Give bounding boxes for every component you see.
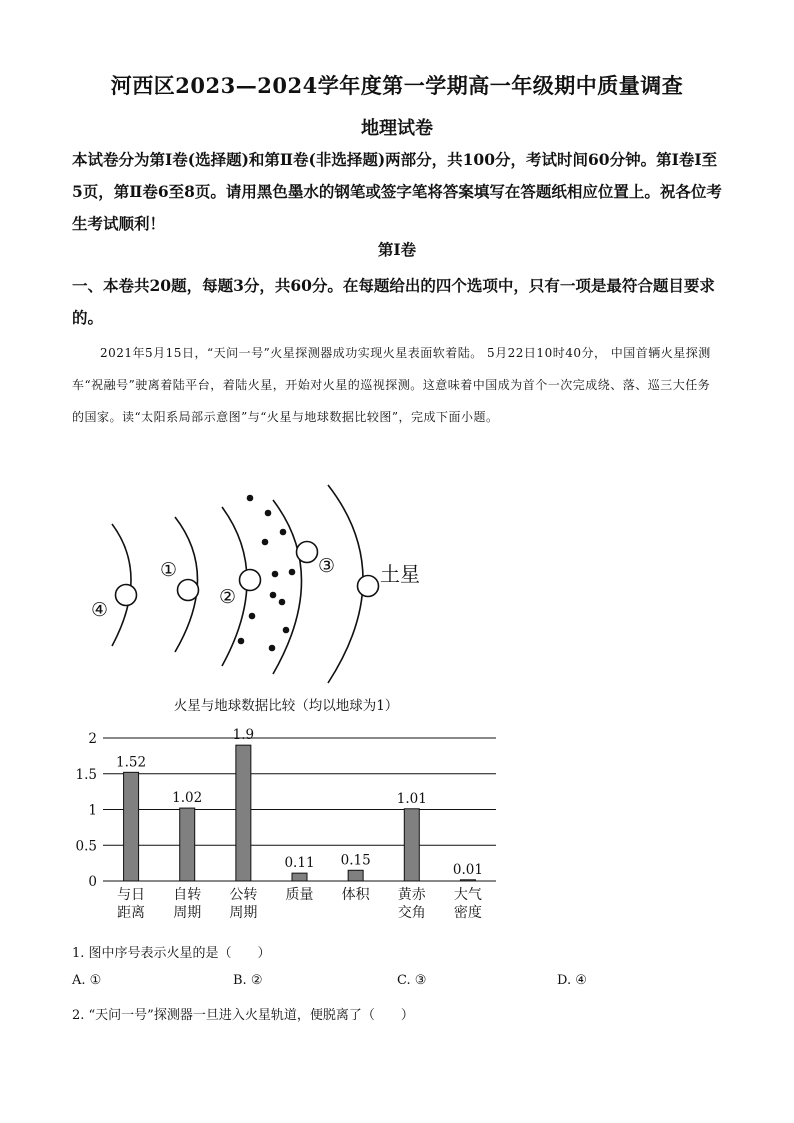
asteroid-dot bbox=[262, 539, 269, 546]
bar bbox=[404, 809, 419, 881]
bar bbox=[124, 772, 139, 881]
chart-title: 火星与地球数据比较（均以地球为1） bbox=[173, 698, 399, 714]
x-category-label: 与日 bbox=[117, 887, 146, 903]
planet-circle-4 bbox=[116, 585, 137, 606]
bar-value-label: 0.11 bbox=[284, 855, 315, 872]
label-two: ② bbox=[219, 586, 237, 608]
reading-passage: 2021年5月15日，“天问一号”火星探测器成功实现火星表面软着陆。 5月22日10时40分， 中国首辆火星探测车“祝融号”驶离着陆平台，着陆火星，开始对火星的巡视探测。这意味着中国成为首个一次完成绕、落、巡三大任务的国家。读“太阳系局部示意图”与“火星与地球数据比较图”，完成下面小题。 bbox=[72, 346, 711, 424]
x-category-label: 周期 bbox=[173, 905, 202, 921]
bar-value-label: 0.01 bbox=[452, 861, 483, 878]
solar-system-diagram bbox=[0, 480, 794, 690]
x-category-label: 周期 bbox=[229, 905, 258, 921]
bar bbox=[348, 870, 363, 881]
asteroid-dot bbox=[289, 569, 296, 576]
planet-circle-3 bbox=[297, 542, 318, 563]
planet-circle-2 bbox=[240, 570, 261, 591]
asteroid-dot bbox=[238, 638, 245, 645]
bar bbox=[236, 745, 251, 881]
asteroid-dot bbox=[249, 613, 256, 620]
label-one: ① bbox=[160, 559, 178, 581]
question-2-stem: 2. “天问一号”探测器一旦进入火星轨道，便脱离了（ ） bbox=[72, 1008, 414, 1023]
mars-earth-bar-chart bbox=[0, 690, 794, 930]
y-tick-label: 1.5 bbox=[75, 766, 97, 783]
planet-circle-1 bbox=[178, 580, 199, 601]
x-category-label: 公转 bbox=[229, 887, 258, 903]
x-category-label: 自转 bbox=[173, 887, 202, 903]
bar bbox=[180, 808, 195, 881]
paper-title: 河西区2023—2024学年度第一学期高一年级期中质量调查 bbox=[110, 73, 684, 98]
asteroid-dot bbox=[247, 495, 254, 502]
question-1-option-d: D. ④ bbox=[557, 973, 587, 988]
asteroid-dot bbox=[279, 599, 286, 606]
x-category-label: 大气 bbox=[453, 887, 482, 903]
asteroid-dot bbox=[272, 571, 279, 578]
label-four: ④ bbox=[91, 599, 109, 621]
bar-value-label: 0.15 bbox=[340, 852, 371, 869]
bar-value-label: 1.02 bbox=[172, 790, 203, 807]
question-1-stem: 1. 图中序号表示火星的是（ ） bbox=[72, 946, 271, 961]
asteroid-dot bbox=[280, 529, 287, 536]
x-category-label: 体积 bbox=[341, 887, 370, 903]
x-category-label: 密度 bbox=[453, 905, 482, 921]
y-tick-label: 2 bbox=[88, 731, 97, 747]
bar-value-label: 1.01 bbox=[396, 790, 427, 807]
orbit-arc-4 bbox=[273, 500, 302, 674]
saturn-circle bbox=[358, 576, 379, 597]
exam-instructions: 本试卷分为第Ⅰ卷(选择题)和第Ⅱ卷(非选择题)两部分，共100分，考试时间60分钟。第Ⅰ卷Ⅰ至5页，第Ⅱ卷6至8页。请用黑色墨水的钢笔或签字笔将答案填写在答题纸相应位置上。祝各位考生考试顺利！ bbox=[72, 150, 722, 233]
asteroid-dot bbox=[283, 627, 290, 634]
bar-value-label: 1.52 bbox=[116, 754, 147, 771]
bar-value-label: 1.9 bbox=[232, 727, 255, 744]
label-three: ③ bbox=[318, 555, 336, 577]
part-one-instruction: 一、本卷共20题，每题3分，共60分。在每题给出的四个选项中，只有一项是最符合题目要求的。 bbox=[72, 276, 715, 327]
y-tick-label: 0.5 bbox=[75, 838, 97, 855]
x-category-label: 距离 bbox=[117, 905, 146, 921]
asteroid-dot bbox=[270, 592, 277, 599]
question-1-option-a: A. ① bbox=[72, 973, 102, 988]
x-category-label: 交角 bbox=[397, 905, 426, 921]
y-tick-label: 0 bbox=[88, 874, 97, 890]
section-title: 第Ⅰ卷 bbox=[377, 240, 417, 259]
bar bbox=[460, 880, 475, 881]
asteroid-dot bbox=[269, 645, 276, 652]
y-tick-label: 1 bbox=[88, 802, 97, 819]
x-category-label: 质量 bbox=[285, 887, 314, 903]
bar bbox=[292, 873, 307, 881]
label-saturn: 土星 bbox=[380, 562, 420, 586]
paper-subtitle: 地理试卷 bbox=[361, 118, 433, 139]
x-category-label: 黄赤 bbox=[397, 887, 426, 903]
question-1-option-b: B. ② bbox=[233, 973, 263, 988]
asteroid-dot bbox=[265, 510, 272, 517]
question-1-option-c: C. ③ bbox=[397, 973, 427, 988]
